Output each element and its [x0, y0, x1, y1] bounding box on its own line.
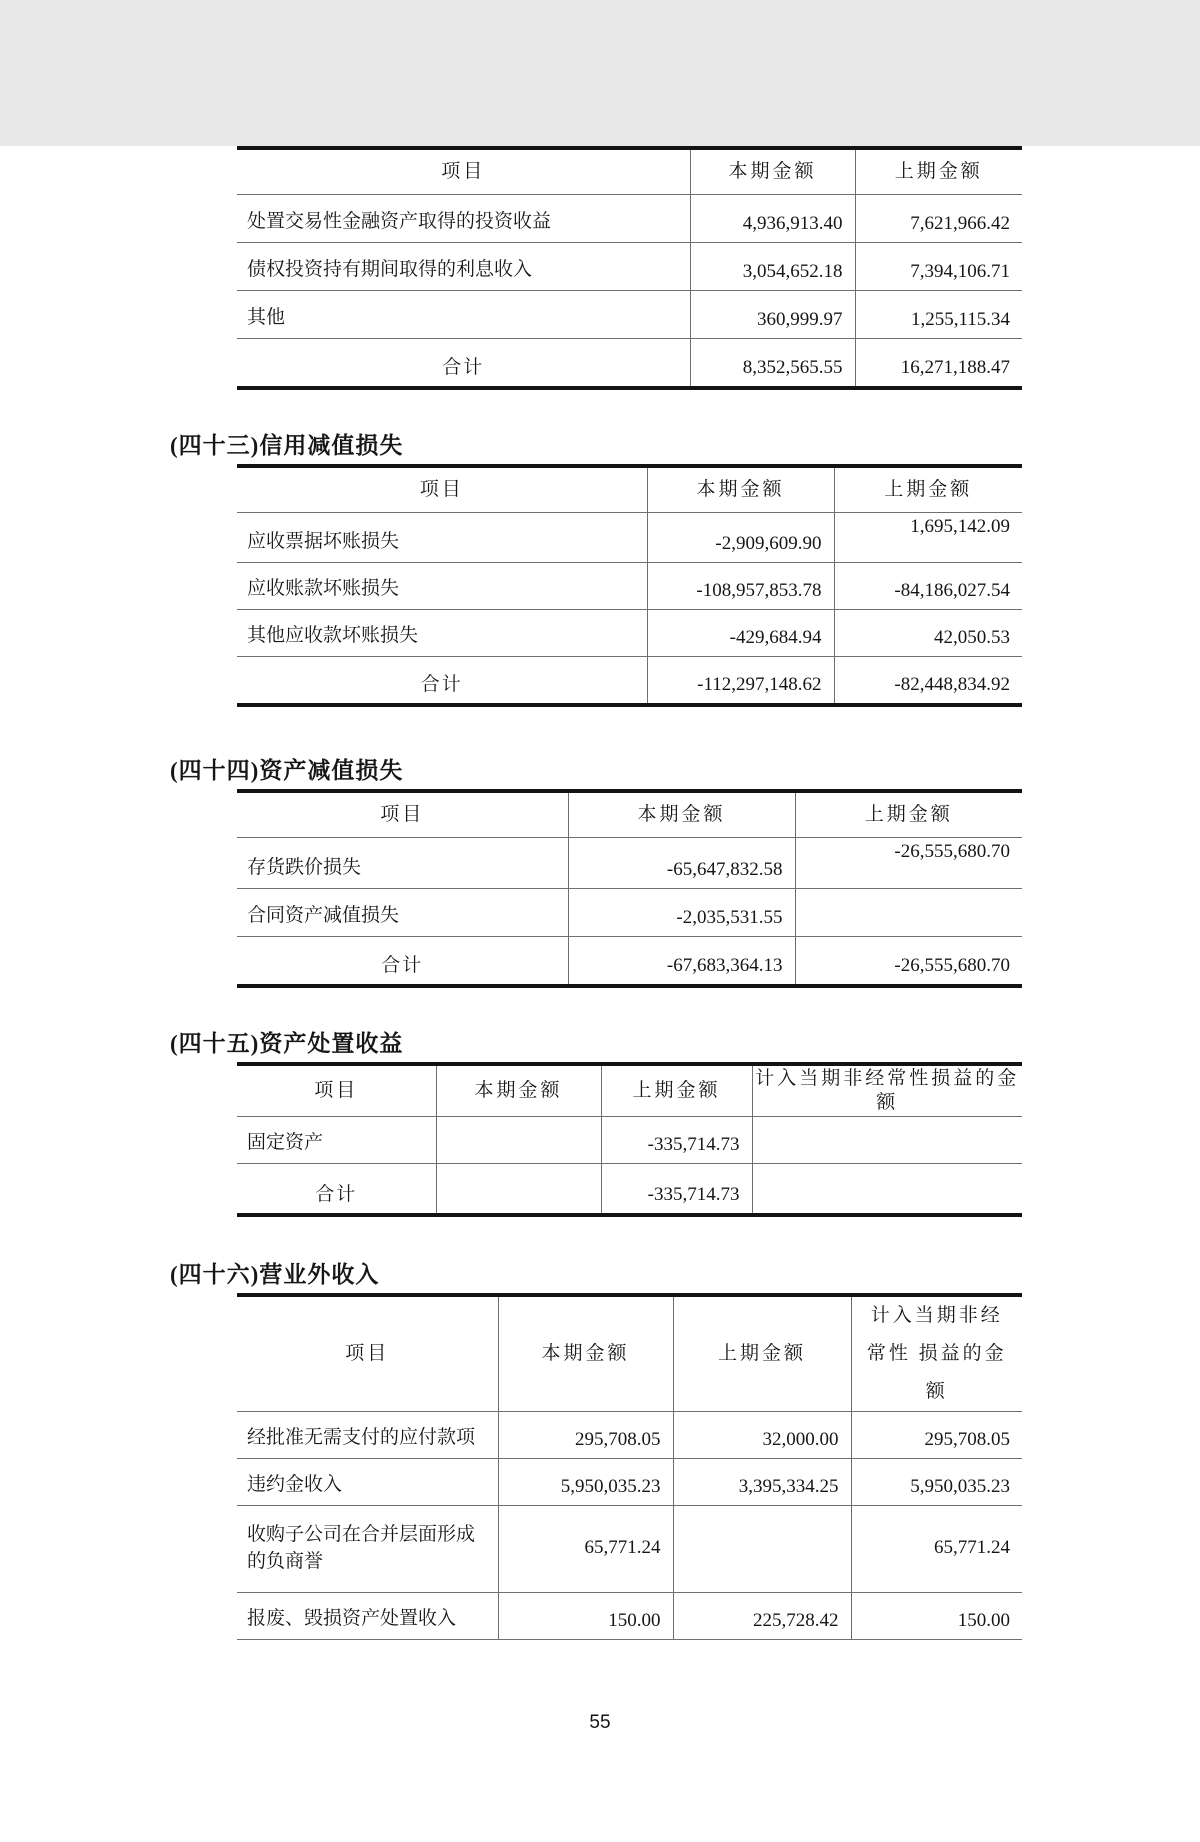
column-header-prior-amount: 上期金额	[795, 791, 1022, 838]
section-46-heading: (四十六)营业外收入	[170, 1262, 380, 1287]
header-row	[237, 791, 1022, 838]
section-45-heading: (四十五)资产处置收益	[170, 1031, 404, 1056]
column-header-current-amount: 本期金额	[498, 1295, 673, 1412]
credit-impairment-loss-table	[237, 464, 1022, 707]
column-header-prior-amount: 上期金额	[855, 148, 1022, 195]
total-label-cell: 合计	[237, 1164, 436, 1216]
page-number: 55	[589, 1712, 611, 1733]
amount-cell: -65,647,832.58	[568, 838, 795, 889]
column-header-current-amount: 本期金额	[647, 466, 834, 513]
column-header-item: 项目	[237, 1295, 498, 1412]
column-header-current-amount: 本期金额	[690, 148, 855, 195]
item-label-cell: 收购子公司在合并层面形成的负商誉	[237, 1506, 498, 1593]
amount-cell: 360,999.97	[690, 291, 855, 339]
column-header-nonrecurring-amount: 计入当期非经常性损益的金额	[752, 1064, 1022, 1117]
column-header-item: 项目	[237, 466, 647, 513]
amount-cell: 225,728.42	[673, 1593, 851, 1640]
amount-cell	[752, 1164, 1022, 1216]
header-row	[237, 1295, 1022, 1412]
amount-cell	[752, 1117, 1022, 1164]
column-header-nonrecurring-amount: 计入当期非经常性 损益的金额	[851, 1295, 1022, 1412]
amount-cell: -2,909,609.90	[647, 513, 834, 563]
table-row	[237, 243, 1022, 291]
table-row	[237, 195, 1022, 243]
amount-cell: 4,936,913.40	[690, 195, 855, 243]
table-row	[237, 610, 1022, 657]
amount-cell: 1,695,142.09	[834, 513, 1022, 563]
total-row	[237, 657, 1022, 706]
item-label-cell: 其他	[237, 291, 690, 339]
header-row	[237, 466, 1022, 513]
column-header-prior-amount: 上期金额	[601, 1064, 752, 1117]
section-43-heading: (四十三)信用减值损失	[170, 433, 404, 458]
amount-cell	[673, 1506, 851, 1593]
amount-cell: 42,050.53	[834, 610, 1022, 657]
amount-cell: 7,621,966.42	[855, 195, 1022, 243]
header-row	[237, 1064, 1022, 1117]
item-label-cell: 其他应收款坏账损失	[237, 610, 647, 657]
column-header-item: 项目	[237, 791, 568, 838]
amount-cell: -112,297,148.62	[647, 657, 834, 706]
item-label-cell: 存货跌价损失	[237, 838, 568, 889]
document-page	[0, 146, 1200, 1842]
item-label-cell: 经批准无需支付的应付款项	[237, 1412, 498, 1459]
amount-cell: -335,714.73	[601, 1117, 752, 1164]
table-row	[237, 889, 1022, 937]
amount-cell: -84,186,027.54	[834, 563, 1022, 610]
amount-cell: -108,957,853.78	[647, 563, 834, 610]
amount-cell: 3,054,652.18	[690, 243, 855, 291]
amount-cell	[436, 1117, 601, 1164]
amount-cell: 5,950,035.23	[498, 1459, 673, 1506]
total-label-cell: 合计	[237, 339, 690, 389]
table-row	[237, 563, 1022, 610]
amount-cell: 32,000.00	[673, 1412, 851, 1459]
column-header-item: 项目	[237, 1064, 436, 1117]
total-label-cell: 合计	[237, 657, 647, 706]
amount-cell: 5,950,035.23	[851, 1459, 1022, 1506]
table-row	[237, 1506, 1022, 1593]
column-header-current-amount: 本期金额	[436, 1064, 601, 1117]
total-row	[237, 937, 1022, 987]
amount-cell: 7,394,106.71	[855, 243, 1022, 291]
amount-cell: 65,771.24	[851, 1506, 1022, 1593]
column-header-current-amount: 本期金额	[568, 791, 795, 838]
table-row	[237, 291, 1022, 339]
column-header-prior-amount: 上期金额	[834, 466, 1022, 513]
amount-cell: -2,035,531.55	[568, 889, 795, 937]
asset-disposal-income-table	[237, 1062, 1022, 1217]
non-operating-income-table	[237, 1293, 1022, 1640]
amount-cell: -335,714.73	[601, 1164, 752, 1216]
table-row	[237, 1459, 1022, 1506]
asset-impairment-loss-table	[237, 789, 1022, 988]
item-label-cell: 处置交易性金融资产取得的投资收益	[237, 195, 690, 243]
table-row	[237, 513, 1022, 563]
item-label-cell: 固定资产	[237, 1117, 436, 1164]
amount-cell: -82,448,834.92	[834, 657, 1022, 706]
table-row	[237, 1412, 1022, 1459]
item-label-cell: 应收账款坏账损失	[237, 563, 647, 610]
amount-cell: -67,683,364.13	[568, 937, 795, 987]
amount-cell: 8,352,565.55	[690, 339, 855, 389]
amount-cell: -26,555,680.70	[795, 838, 1022, 889]
amount-cell: 16,271,188.47	[855, 339, 1022, 389]
amount-cell: 150.00	[851, 1593, 1022, 1640]
total-label-cell: 合计	[237, 937, 568, 987]
amount-cell: -26,555,680.70	[795, 937, 1022, 987]
amount-cell: 295,708.05	[851, 1412, 1022, 1459]
amount-cell: -429,684.94	[647, 610, 834, 657]
table-row	[237, 1593, 1022, 1640]
amount-cell: 65,771.24	[498, 1506, 673, 1593]
item-label-cell: 债权投资持有期间取得的利息收入	[237, 243, 690, 291]
amount-cell: 295,708.05	[498, 1412, 673, 1459]
table-row	[237, 838, 1022, 889]
amount-cell: 1,255,115.34	[855, 291, 1022, 339]
table-row	[237, 1117, 1022, 1164]
item-label-cell: 报废、毁损资产处置收入	[237, 1593, 498, 1640]
section-44-heading: (四十四)资产减值损失	[170, 758, 404, 783]
column-header-prior-amount: 上期金额	[673, 1295, 851, 1412]
total-row	[237, 339, 1022, 389]
header-row	[237, 148, 1022, 195]
amount-cell: 150.00	[498, 1593, 673, 1640]
amount-cell: 3,395,334.25	[673, 1459, 851, 1506]
investment-income-table	[237, 146, 1022, 390]
amount-cell	[795, 889, 1022, 937]
item-label-cell: 应收票据坏账损失	[237, 513, 647, 563]
amount-cell	[436, 1164, 601, 1216]
item-label-cell: 违约金收入	[237, 1459, 498, 1506]
total-row	[237, 1164, 1022, 1216]
column-header-item: 项目	[237, 148, 690, 195]
item-label-cell: 合同资产减值损失	[237, 889, 568, 937]
